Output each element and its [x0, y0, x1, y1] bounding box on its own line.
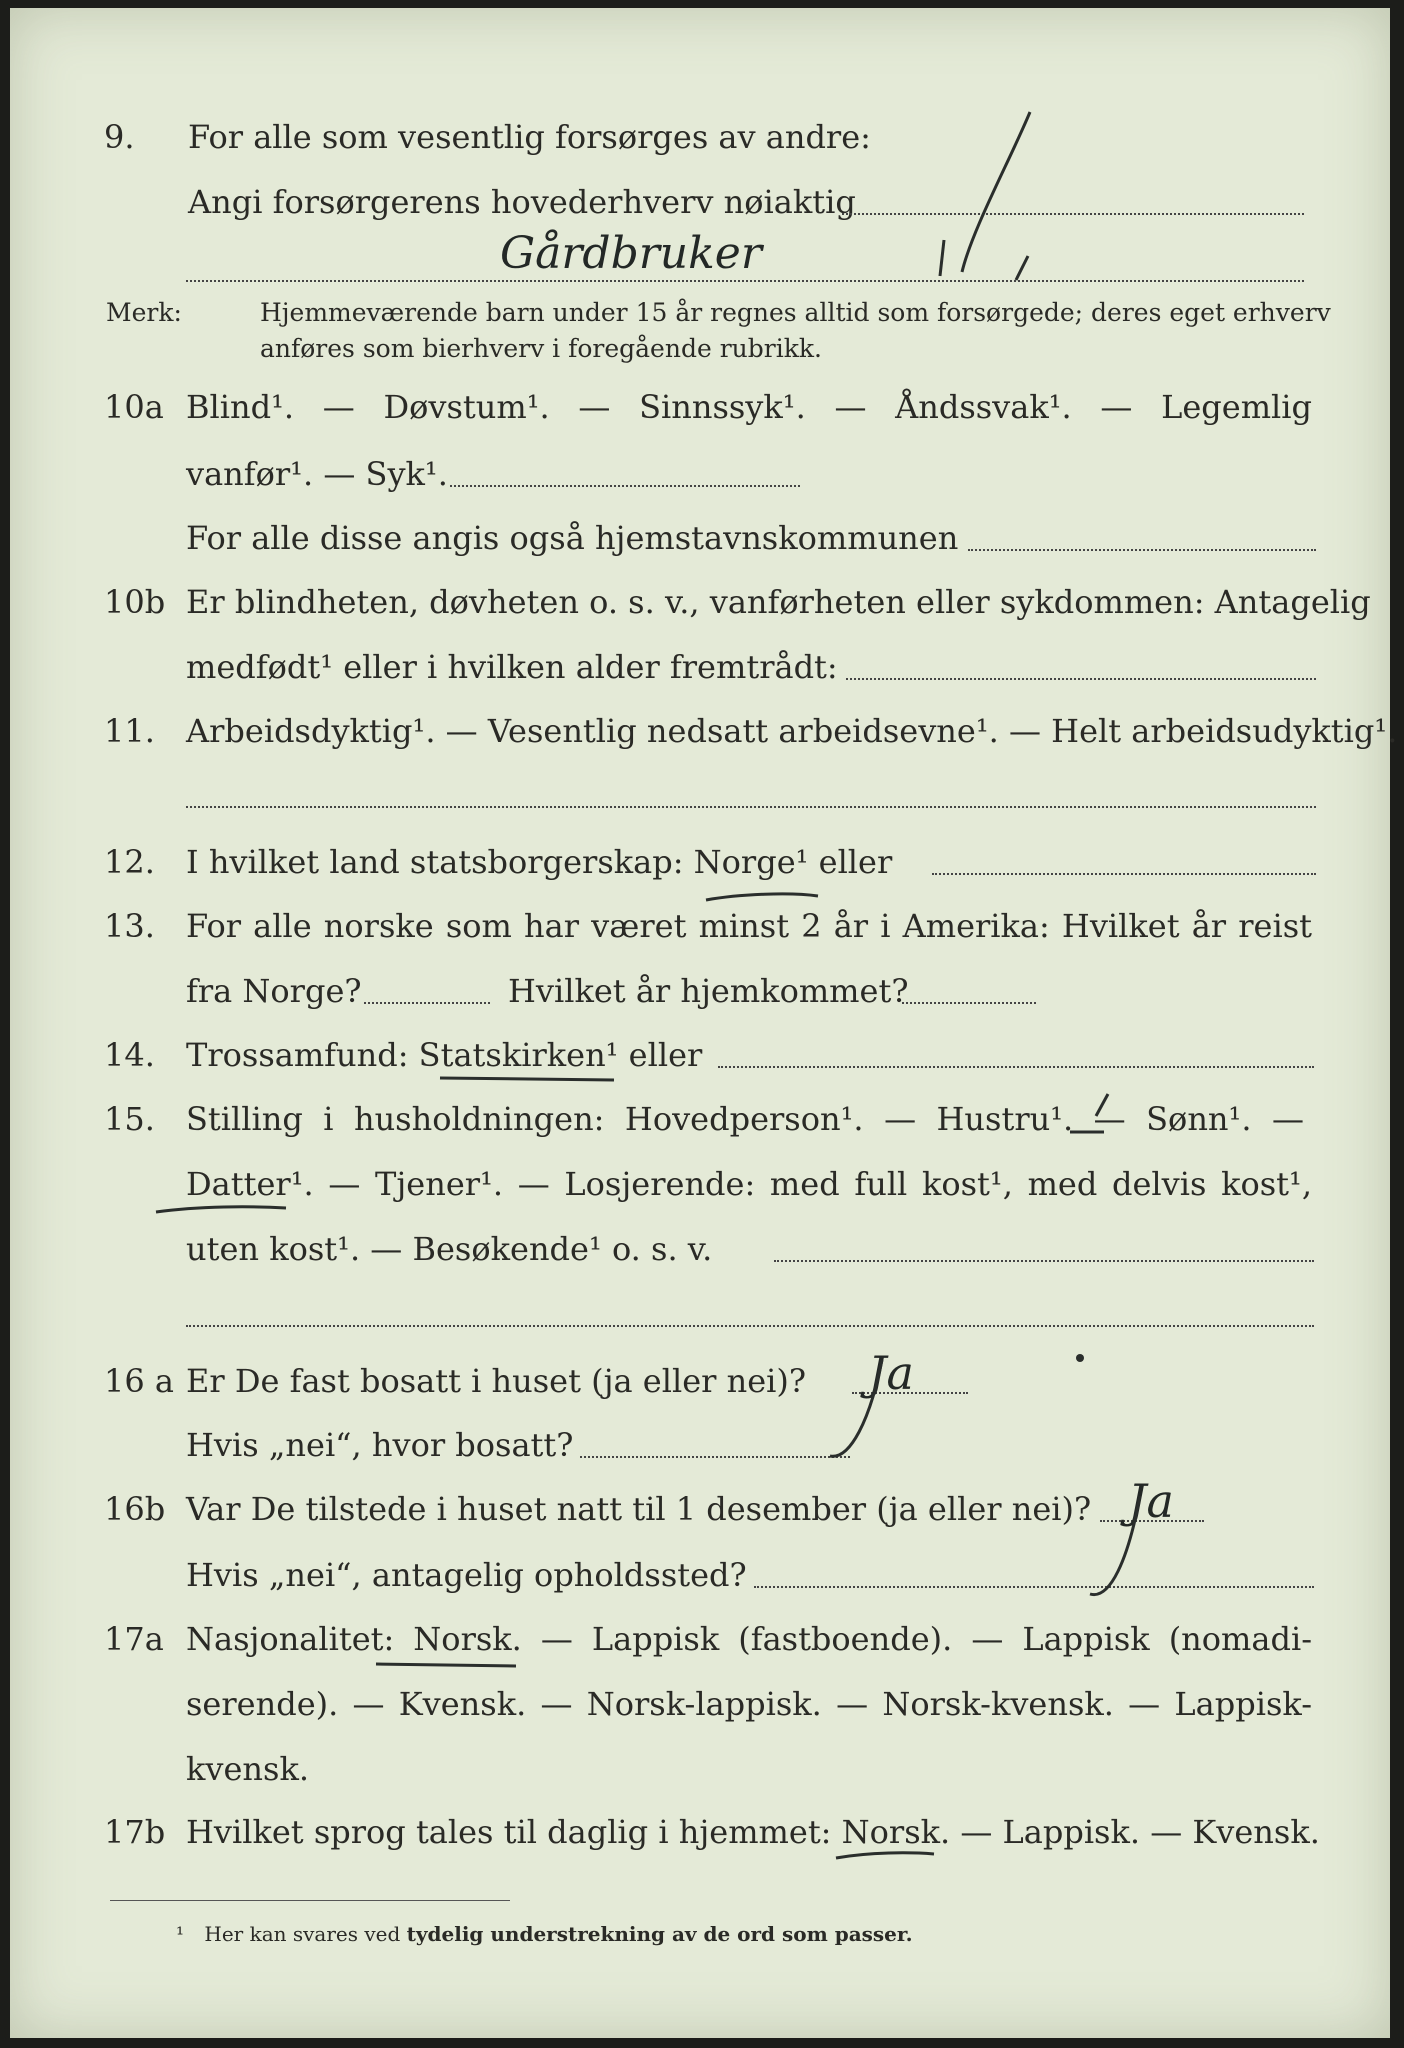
q10a-dotted-line-1: [450, 485, 800, 487]
q10a-row-2: [0, 455, 1404, 505]
q16b-row-2: [0, 1556, 1404, 1606]
q17b-line-1: Hvilket sprog tales til daglig i hjemmet: Norsk. — Lappisk. — Kvensk.: [186, 1813, 1320, 1851]
q15-line-2: Datter¹. — Tjener¹. — Losjerende: med full kost¹, med delvis kost¹,: [186, 1165, 1312, 1203]
q13-line-2a: fra Norge?: [186, 972, 362, 1010]
q16a-line-2: Hvis „nei“, hvor bosatt?: [186, 1426, 574, 1464]
q10a-row-1: [0, 388, 1404, 438]
q15-row-2: [0, 1165, 1404, 1215]
q17b-row-1: [0, 1813, 1404, 1863]
q9-answer-line: [186, 280, 1304, 282]
q17a-row-1: [0, 1620, 1404, 1670]
merk-label: Merk:: [106, 298, 182, 327]
q15-row-3: [0, 1230, 1404, 1280]
q10a-dotted-line-2: [968, 549, 1316, 551]
q15-line-3: uten kost¹. — Besøkende¹ o. s. v.: [186, 1230, 713, 1268]
q16a-handwritten-answer: Ja: [868, 1346, 914, 1400]
q16a-row-2: [0, 1426, 1404, 1476]
q13-dotted-line-2: [902, 1002, 1036, 1004]
q17a-number: 17a: [104, 1620, 164, 1658]
q16b-dotted-line-2: [754, 1586, 1314, 1588]
q12-row-1: [0, 843, 1404, 893]
q17a-line-2: serende). — Kvensk. — Norsk-lappisk. — Norsk-kvensk. — Lappisk-: [186, 1685, 1312, 1723]
footnote-rule: [110, 1900, 510, 1901]
q14-row-1: [0, 1036, 1404, 1086]
q15-dotted-line-1: [774, 1260, 1314, 1262]
q16a-row-1: [0, 1362, 1404, 1412]
q16b-handwritten-answer: Ja: [1128, 1474, 1174, 1528]
q17a-row-2: [0, 1685, 1404, 1735]
q10b-line-2: medfødt¹ eller i hvilken alder fremtrådt:: [186, 648, 838, 686]
q17b-number: 17b: [104, 1813, 166, 1851]
q14-line-1: Trossamfund: Statskirken¹ eller: [186, 1036, 703, 1074]
merk-line-2: anføres som bierhverv i foregående rubrikk.: [260, 334, 822, 363]
q11-number: 11.: [104, 712, 155, 750]
q13-row-2: [0, 972, 1404, 1022]
q16b-line-1: Var De tilstede i huset natt til 1 desember (ja eller nei)?: [186, 1490, 1092, 1528]
q9-row-1: [0, 118, 1404, 168]
q9-number: 9.: [104, 118, 135, 156]
q10b-line-1: Er blindheten, døvheten o. s. v., vanførheten eller sykdommen: Antagelig: [186, 583, 1371, 621]
q13-line-2b: Hvilket år hjemkommet?: [508, 972, 909, 1010]
q10a-line-1: Blind¹. — Døvstum¹. — Sinnssyk¹. — Åndssvak¹. — Legemlig: [186, 388, 1312, 426]
merk-row-2: [0, 334, 1404, 384]
q13-dotted-line-1: [364, 1002, 490, 1004]
q12-dotted-line: [932, 873, 1316, 875]
q11-dotted-line: [186, 806, 1316, 808]
q16b-number: 16b: [104, 1490, 166, 1528]
q12-line-1: I hvilket land statsborgerskap: Norge¹ eller: [186, 843, 893, 881]
q16a-line-1: Er De fast bosatt i huset (ja eller nei)?: [186, 1362, 807, 1400]
q11-row-1: [0, 712, 1404, 762]
q13-number: 13.: [104, 907, 155, 945]
q16a-number: 16 a: [104, 1362, 174, 1400]
q12-number: 12.: [104, 843, 155, 881]
q17a-row-3: [0, 1750, 1404, 1800]
q10a-number: 10a: [104, 388, 164, 426]
merk-line-1: Hjemmeværende barn under 15 år regnes alltid som forsørgede; deres eget erhverv: [260, 298, 1331, 327]
q14-number: 14.: [104, 1036, 155, 1074]
q16b-row-1: [0, 1490, 1404, 1540]
q15-number: 15.: [104, 1100, 155, 1138]
q15-row-1: [0, 1100, 1404, 1150]
q10a-row-3: [0, 519, 1404, 569]
q10b-dotted-line: [846, 678, 1316, 680]
footnote-text: Her kan svares ved: [204, 1922, 401, 1946]
q10a-line-2: vanfør¹. — Syk¹.: [186, 455, 448, 493]
q9-line-2: Angi forsørgerens hovederhverv nøiaktig: [188, 183, 856, 221]
q15-dotted-line-2: [186, 1325, 1314, 1327]
q15-line-1: Stilling i husholdningen: Hovedperson¹. — Hustru¹. — Sønn¹. —: [186, 1100, 1304, 1138]
footnote-bold-text: tydelig understrekning av de ord som passer.: [406, 1922, 913, 1946]
q10b-number: 10b: [104, 583, 166, 621]
footnote-mark: ¹: [176, 1922, 185, 1946]
q11-line-1: Arbeidsdyktig¹. — Vesentlig nedsatt arbeidsevne¹. — Helt arbeidsudyktig¹.: [186, 712, 1398, 750]
q10a-line-3: For alle disse angis også hjemstavnskommunen: [186, 519, 959, 557]
q9-handwritten-answer: Gårdbruker: [500, 228, 762, 279]
q10b-row-1: [0, 583, 1404, 633]
q13-line-1: For alle norske som har været minst 2 år i Amerika: Hvilket år reist: [186, 907, 1312, 945]
footnote: [176, 1922, 913, 1946]
q17a-line-3: kvensk.: [186, 1750, 309, 1788]
q17a-line-1: Nasjonalitet: Norsk. — Lappisk (fastboende). — Lappisk (nomadi-: [186, 1620, 1312, 1658]
q9-dotted-line: [842, 213, 1304, 215]
q16a-dotted-line-2: [580, 1456, 850, 1458]
q9-line-1: For alle som vesentlig forsørges av andre:: [188, 118, 871, 156]
q13-row-1: [0, 907, 1404, 957]
q14-dotted-line: [718, 1066, 1314, 1068]
q9-row-2: [0, 183, 1404, 233]
q16b-line-2: Hvis „nei“, antagelig opholdssted?: [186, 1556, 747, 1594]
q10b-row-2: [0, 648, 1404, 698]
